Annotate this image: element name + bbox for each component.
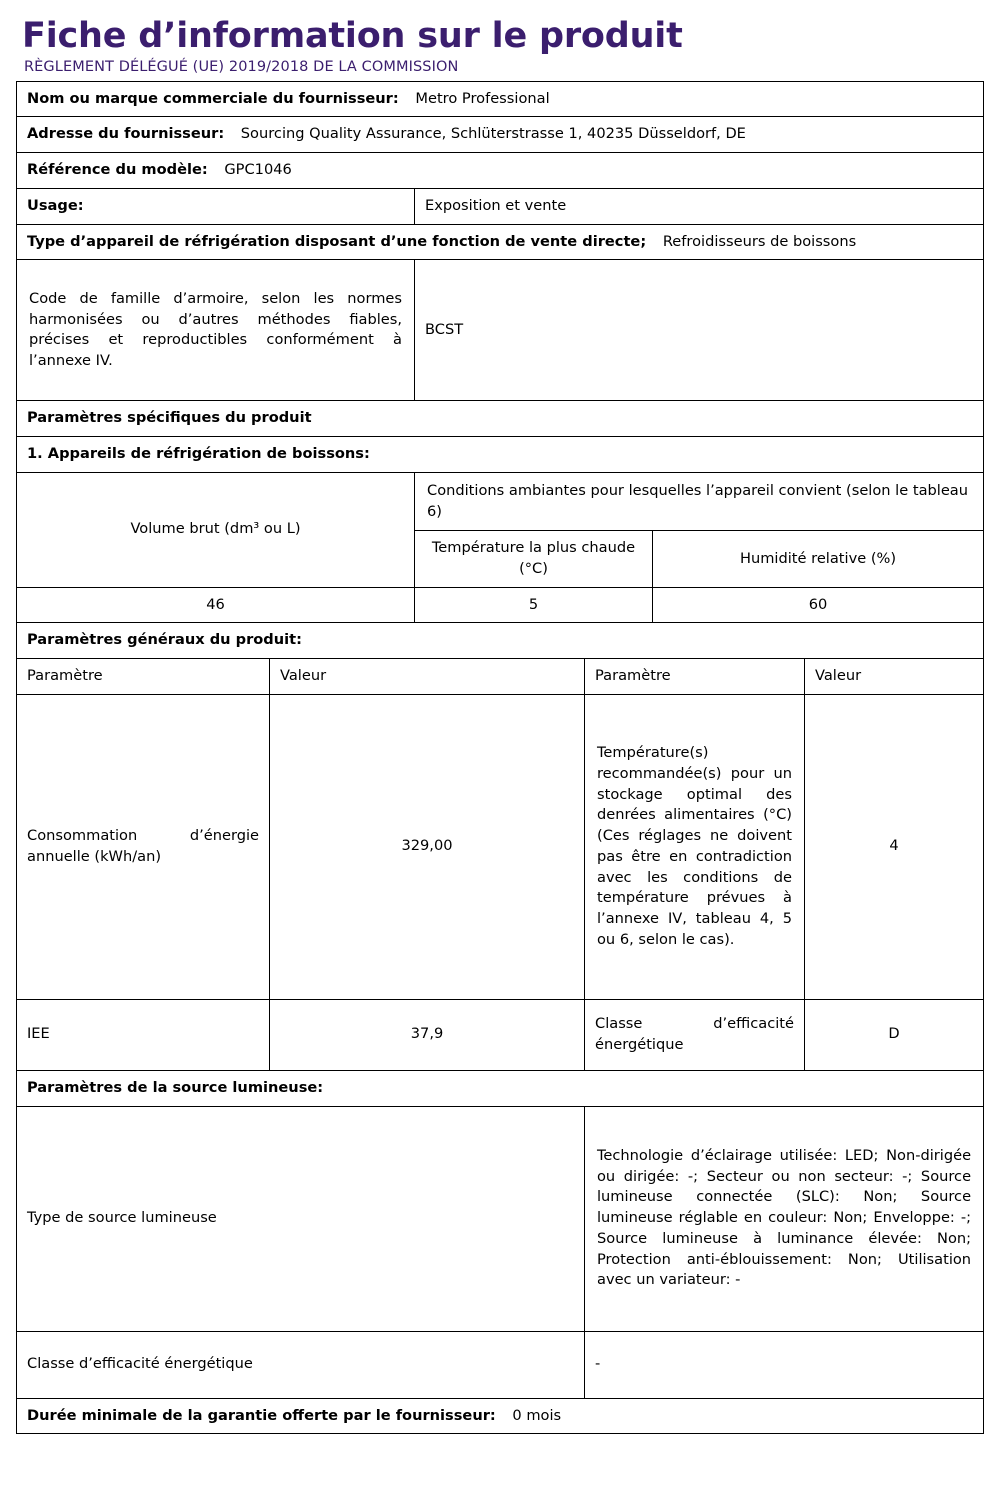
warmest-temperature-value: 5	[415, 587, 653, 623]
table-row-supplier-name	[17, 81, 984, 117]
light-source-type-value: Technologie d’éclairage utilisée: LED; Non-dirigée ou dirigée: -; Secteur ou non secteur: -; Source lumineuse connectée (SLC): Non; Source lumineuse réglable en couleur: Non; Enveloppe: -; Source lumineuse à luminance élevée: Non; Protection anti-éblouissement: Non; Utilisation avec un variateur: -	[585, 1106, 984, 1331]
column-header-param-2: Paramètre	[585, 659, 805, 695]
supplier-name-cell	[17, 81, 984, 117]
table-row-general-params-heading	[17, 623, 984, 659]
recommended-temperature-value: 4	[805, 694, 984, 999]
model-reference-value: GPC1046	[224, 161, 292, 179]
usage-value: Exposition et vente	[415, 188, 984, 224]
supplier-name-label: Nom ou marque commerciale du fournisseur:	[27, 89, 399, 107]
supplier-address-cell	[17, 117, 984, 153]
table-row-appliance-type	[17, 224, 984, 260]
supplier-address-value: Sourcing Quality Assurance, Schlüterstrasse 1, 40235 Düsseldorf, DE	[240, 125, 746, 143]
page-title: Fiche d’information sur le produit	[22, 16, 683, 56]
light-source-type-label: Type de source lumineuse	[17, 1106, 585, 1331]
general-params-heading: Paramètres généraux du produit:	[17, 623, 984, 659]
relative-humidity-value: 60	[653, 587, 984, 623]
relative-humidity-header: Humidité relative (%)	[653, 531, 984, 587]
model-reference-cell	[17, 153, 984, 189]
family-code-value: BCST	[415, 260, 984, 401]
warmest-temperature-header: Température la plus chaude (°C)	[415, 531, 653, 587]
table-row-warranty	[17, 1398, 984, 1434]
table-row-specific-params-heading	[17, 401, 984, 437]
light-source-heading: Paramètres de la source lumineuse:	[17, 1070, 984, 1106]
column-header-param-1: Paramètre	[17, 659, 270, 695]
annual-energy-value: 329,00	[270, 694, 585, 999]
appliance-type-value: Refroidisseurs de boissons	[662, 232, 857, 250]
table-row	[17, 999, 984, 1070]
table-row-supplier-address	[17, 117, 984, 153]
appliance-type-cell	[17, 224, 984, 260]
table-row-general-params-columns	[17, 659, 984, 695]
model-reference-label: Référence du modèle:	[27, 161, 208, 179]
product-data-table	[16, 81, 984, 1435]
supplier-name-value: Metro Professional	[415, 89, 550, 107]
light-source-class-value: -	[585, 1331, 984, 1398]
iee-value: 37,9	[270, 999, 585, 1070]
table-row-light-source-type	[17, 1106, 984, 1331]
family-code-label: Code de famille d’armoire, selon les normes harmonisées ou d’autres méthodes fiables, précises et reproductibles conformément à l’annexe IV.	[17, 260, 415, 401]
usage-label: Usage:	[17, 188, 415, 224]
table-row-family-code	[17, 260, 984, 401]
appliance-type-label: Type d’appareil de réfrigération disposant d’une fonction de vente directe;	[27, 232, 647, 250]
light-source-class-label: Classe d’efficacité énergétique	[17, 1331, 585, 1398]
regulation-subtitle: RÈGLEMENT DÉLÉGUÉ (UE) 2019/2018 DE LA COMMISSION	[24, 58, 459, 75]
section1-heading: 1. Appareils de réfrigération de boissons:	[17, 437, 984, 473]
table-row-volume-ambient-values	[17, 587, 984, 623]
ambient-conditions-header: Conditions ambiantes pour lesquelles l’appareil convient (selon le tableau 6)	[415, 472, 984, 530]
gross-volume-header: Volume brut (dm³ ou L)	[17, 472, 415, 587]
iee-label: IEE	[17, 999, 270, 1070]
column-header-value-1: Valeur	[270, 659, 585, 695]
warranty-label: Durée minimale de la garantie offerte par le fournisseur:	[27, 1406, 496, 1424]
column-header-value-2: Valeur	[805, 659, 984, 695]
table-row-usage	[17, 188, 984, 224]
warranty-cell	[17, 1398, 984, 1434]
table-row	[17, 694, 984, 999]
annual-energy-label: Consommation d’énergie annuelle (kWh/an)	[17, 694, 270, 999]
energy-class-value: D	[805, 999, 984, 1070]
warranty-value: 0 mois	[512, 1406, 562, 1424]
specific-params-heading: Paramètres spécifiques du produit	[17, 401, 984, 437]
energy-class-label: Classe d’efficacité énergétique	[585, 999, 805, 1070]
table-row-model-reference	[17, 153, 984, 189]
table-row-section1-heading	[17, 437, 984, 473]
table-row-volume-ambient-headers	[17, 472, 984, 530]
supplier-address-label: Adresse du fournisseur:	[27, 125, 225, 143]
recommended-temperature-label: Température(s) recommandée(s) pour un stockage optimal des denrées alimentaires (°C) (Ces réglages ne doivent pas être en contradiction avec les conditions de température prévues à l’annexe IV, tableau 4, 5 ou 6, selon le cas).	[585, 694, 805, 999]
table-row-light-source-heading	[17, 1070, 984, 1106]
gross-volume-value: 46	[17, 587, 415, 623]
table-row-light-source-class	[17, 1331, 984, 1398]
